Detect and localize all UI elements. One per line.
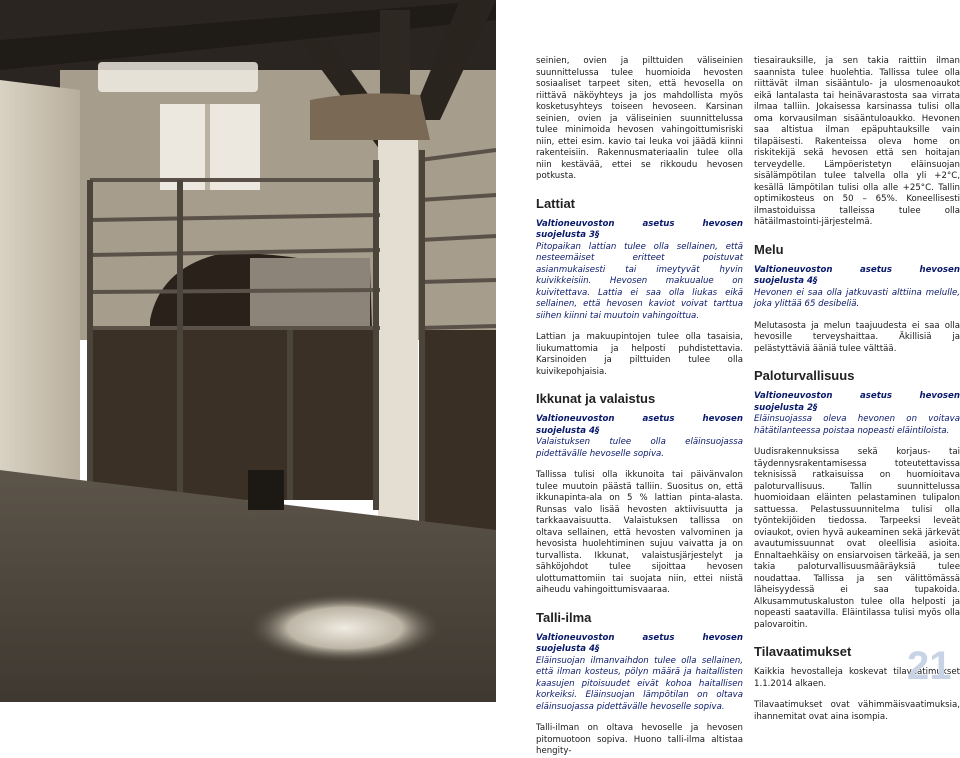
paragraph-talli-ilma-continued: tiesairauksille, ja sen takia raittiin ilman saannista tulee huolehtia. Tallissa tulee olla riittävät ilman sisääntulo- ja ulosmenoaukot eikä lantalasta tai heinävarastosta saa virrata ilmaa talliin. Jokaisessa karsinassa tulisi olla oma korvausilman sisääntuloaukko. Hevonen saa altistua ilman epäpuhtauksille vain tilapäisesti. Rakenteissa oleva home on riskitekijä sekä hevosen että sen hoitajan terveydelle. Lämpöeristetyn eläinsuojan sisälämpötilan tulee talvella olla yli +2°C, kesällä lämpötilan tulisi olla alle +25°C. Tallin optimikosteus on 50 – 65%. Koneellisesti ilmastoiduissa talleissa tulee olla hätäilmastointi-järjestelmä.: [754, 56, 960, 227]
paragraph-ikkunat: Tallissa tulisi olla ikkunoita tai päivänvalon tulee muutoin päästä talliin. Suositus on, että ikkunapinta-ala on 5 % lattian pinta-alasta. Runsas valo lisää hevosten aktiivisuutta ja tarkkaavaisuutta. Valaistuksen tallissa on oltava sellainen, että hevosten valvominen ja hevosista huolehtiminen sujuu vaivatta ja on turvallista. Ikkunat, valaistusjärjestelyt ja sähköjohdot tulee sijoittaa hevosen ulottumattomiin tai suojata niin, ettei niistä aiheudu vahingoittumisvaaraa.: [536, 470, 743, 595]
law-body-melu: Hevonen ei saa olla jatkuvasti alttiina melulle, joka ylittää 65 desibeliä.: [754, 287, 960, 309]
law-body-talli-ilma: Eläinsuojan ilmanvaihdon tulee olla sellainen, että ilman kosteus, pölyn määrä ja haitallisten kaasujen pitoisuudet eivät kohoa haitallisen korkeiksi. Eläinsuojan lämpötilan on oltava eläinsuojassa pidettävälle hevoselle sopiva.: [536, 655, 743, 712]
law-title-ikkunat: Valtioneuvoston asetus hevosen suojelusta 4§: [536, 414, 743, 436]
law-title-paloturvallisuus: Valtioneuvoston asetus hevosen suojelusta 2§: [754, 391, 960, 413]
intro-paragraph: seinien, ovien ja pilttuiden väliseinien suunnittelussa tulee huomioida hevosten sosiaaliset tarpeet siten, että hevosella on riittävä näköyhteys ja jos mahdollista myös kosketusyhteys toiseen hevoseen. Karsinan seinien, ovien ja väliseinien suunnittelussa tulee minimoida hevosen vahingoittumisriski niin, ettei esim. kavio tai leuka voi jäädä kiinni rakenteisiin. Rakennusmateriaalin tulee olla niin kestävää, ettei se rikkoudu hevosen potkusta.: [536, 56, 743, 181]
law-body-paloturvallisuus: Eläinsuojassa oleva hevonen on voitava hätätilanteessa poistaa nopeasti eläintiloista.: [754, 414, 960, 436]
heading-melu: Melu: [754, 241, 784, 257]
paragraph-lattiat: Lattian ja makuupintojen tulee olla tasaisia, liukumattomia ja helposti puhdistettavia. Karsinoiden ja pilttuiden tulee olla kuivikepohjaisia.: [536, 332, 743, 377]
paragraph-melu: Melutasosta ja melun taajuudesta ei saa olla hevosille terveyshaittaa. Äkillisiä ja pelästyttäviä ääniä tulee välttää.: [754, 320, 960, 354]
page-number: 21: [907, 644, 952, 688]
law-title-melu: Valtioneuvoston asetus hevosen suojelusta 4§: [754, 264, 960, 286]
paragraph-tilavaatimukset-1: Kaikkia hevostalleja koskevat tilavaatimukset 1.1.2014 alkaen.: [754, 667, 960, 689]
law-title-talli-ilma: Valtioneuvoston asetus hevosen suojelusta 4§: [536, 632, 743, 654]
law-body-ikkunat: Valaistuksen tulee olla eläinsuojassa pidettävälle hevoselle sopiva.: [536, 437, 743, 459]
text-column-right: [754, 56, 960, 723]
paragraph-paloturvallisuus: Uudisrakennuksissa sekä korjaus- tai täydennysrakentamisessa toteutettavissa teknisissä ratkaisuissa on huomioitava paloturvallisuus. Tallin suunnittelussa huomioidaan eläinten pelastaminen tulipalon sattuessa. Pelastussuunnitelma tulisi olla työntekijöiden tiedossa. Tarpeeksi leveät oviaukot, ovien hyvä aukeaminen sekä järkevät avautumissuunnat ovat oleellisia asioita. Ennaltaehkäisy on ensiarvoisen tärkeää, ja sen takia paloturvallisuusmääräyksiä tulee noudattaa. Tallissa ja sen välittömässä läheisyydessä ei saa tupakoida. Alkusammutuskaluston tulee olla helposti ja nopeasti saatavilla. Eläintilassa tulisi myös olla palovaroitin.: [754, 447, 960, 630]
stable-photo: [0, 0, 496, 702]
law-body-lattiat: Pitopaikan lattian tulee olla sellainen, että nesteemäiset eritteet poistuvat asianmukaisesti tai imeytyvät hyvin kuivikkeisiin. Hevosen makuualue on kuivitettava. Lattia ei saa olla liukas eikä sellainen, että hevosen kaviot voivat tarttua siihen kiinni tai muutoin vahingoittua.: [536, 241, 743, 321]
heading-lattiat: Lattiat: [536, 195, 575, 211]
text-column-left: [536, 56, 743, 758]
heading-talli-ilma: Talli-ilma: [536, 609, 592, 625]
paragraph-tilavaatimukset-2: Tilavaatimukset ovat vähimmäisvaatimuksia, ihannemitat ovat aina isompia.: [754, 700, 960, 722]
heading-ikkunat: Ikkunat ja valaistus: [536, 391, 656, 406]
heading-tilavaatimukset: Tilavaatimukset: [754, 644, 852, 659]
law-title-lattiat: Valtioneuvoston asetus hevosen suojelusta 3§: [536, 218, 743, 240]
paragraph-talli-ilma: Talli-ilman on oltava hevoselle ja hevosen pitomuotoon sopiva. Huono talli-ilma altistaa hengity-: [536, 723, 743, 756]
heading-paloturvallisuus: Paloturvallisuus: [754, 368, 855, 383]
